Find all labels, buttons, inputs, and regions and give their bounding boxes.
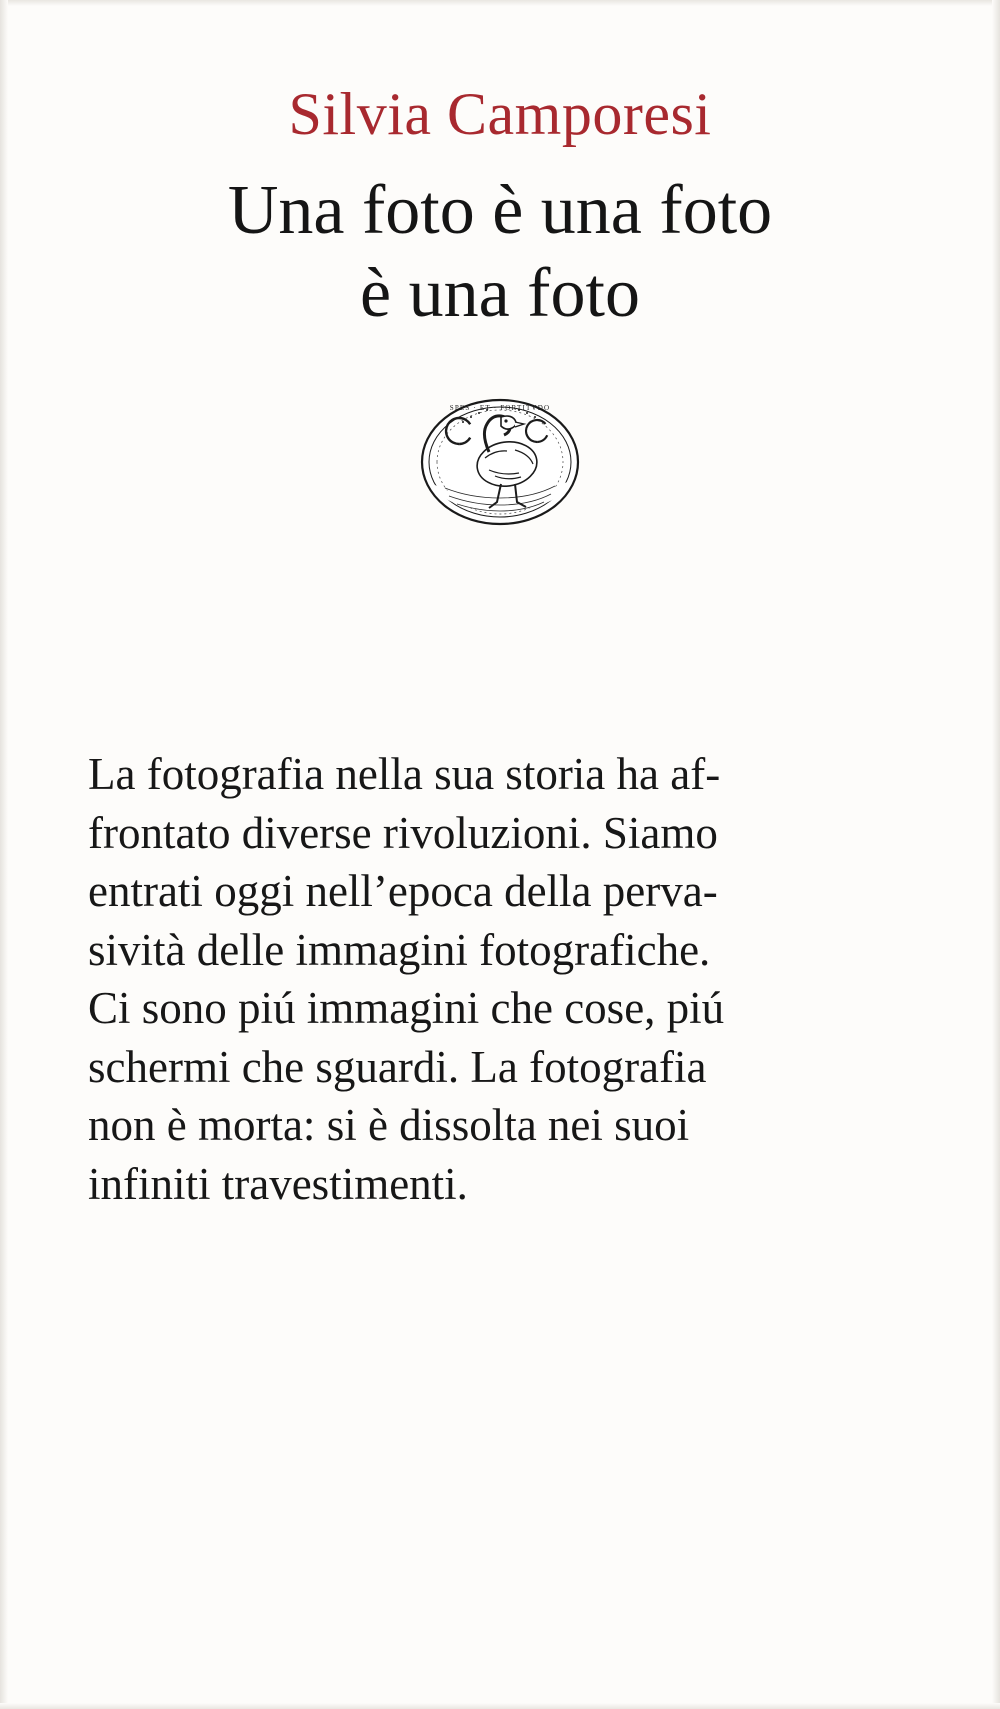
blurb-line: frontato diverse rivoluzioni. Siamo xyxy=(88,807,718,858)
back-cover-blurb xyxy=(88,745,858,1213)
blurb-line: infiniti travestimenti. xyxy=(88,1158,468,1209)
svg-text:SPES · ET · FORTITVDO: SPES · ET · FORTITVDO xyxy=(449,404,551,412)
blurb-line: Ci sono piú immagini che cose, piú xyxy=(88,983,725,1033)
book-title-line-1: Una foto è una foto xyxy=(227,172,773,249)
blurb-line: entrati oggi nell’epoca della perva- xyxy=(88,866,718,916)
page-edge-bottom xyxy=(0,1703,1000,1709)
page-edge-top xyxy=(0,0,1000,6)
einaudi-ostrich-logo-icon xyxy=(415,392,585,532)
author-name: Silvia Camporesi xyxy=(288,81,712,147)
blurb-line: non è morta: si è dissolta nei suoi xyxy=(88,1100,690,1150)
blurb-line: La fotografia nella sua storia ha af- xyxy=(88,749,721,799)
book-title xyxy=(0,170,1000,335)
blurb-line: schermi che sguardi. La fotografia xyxy=(88,1041,707,1092)
blurb-line: sività delle immagini fotografiche. xyxy=(88,924,711,975)
book-title-line-2: è una foto xyxy=(360,254,640,332)
